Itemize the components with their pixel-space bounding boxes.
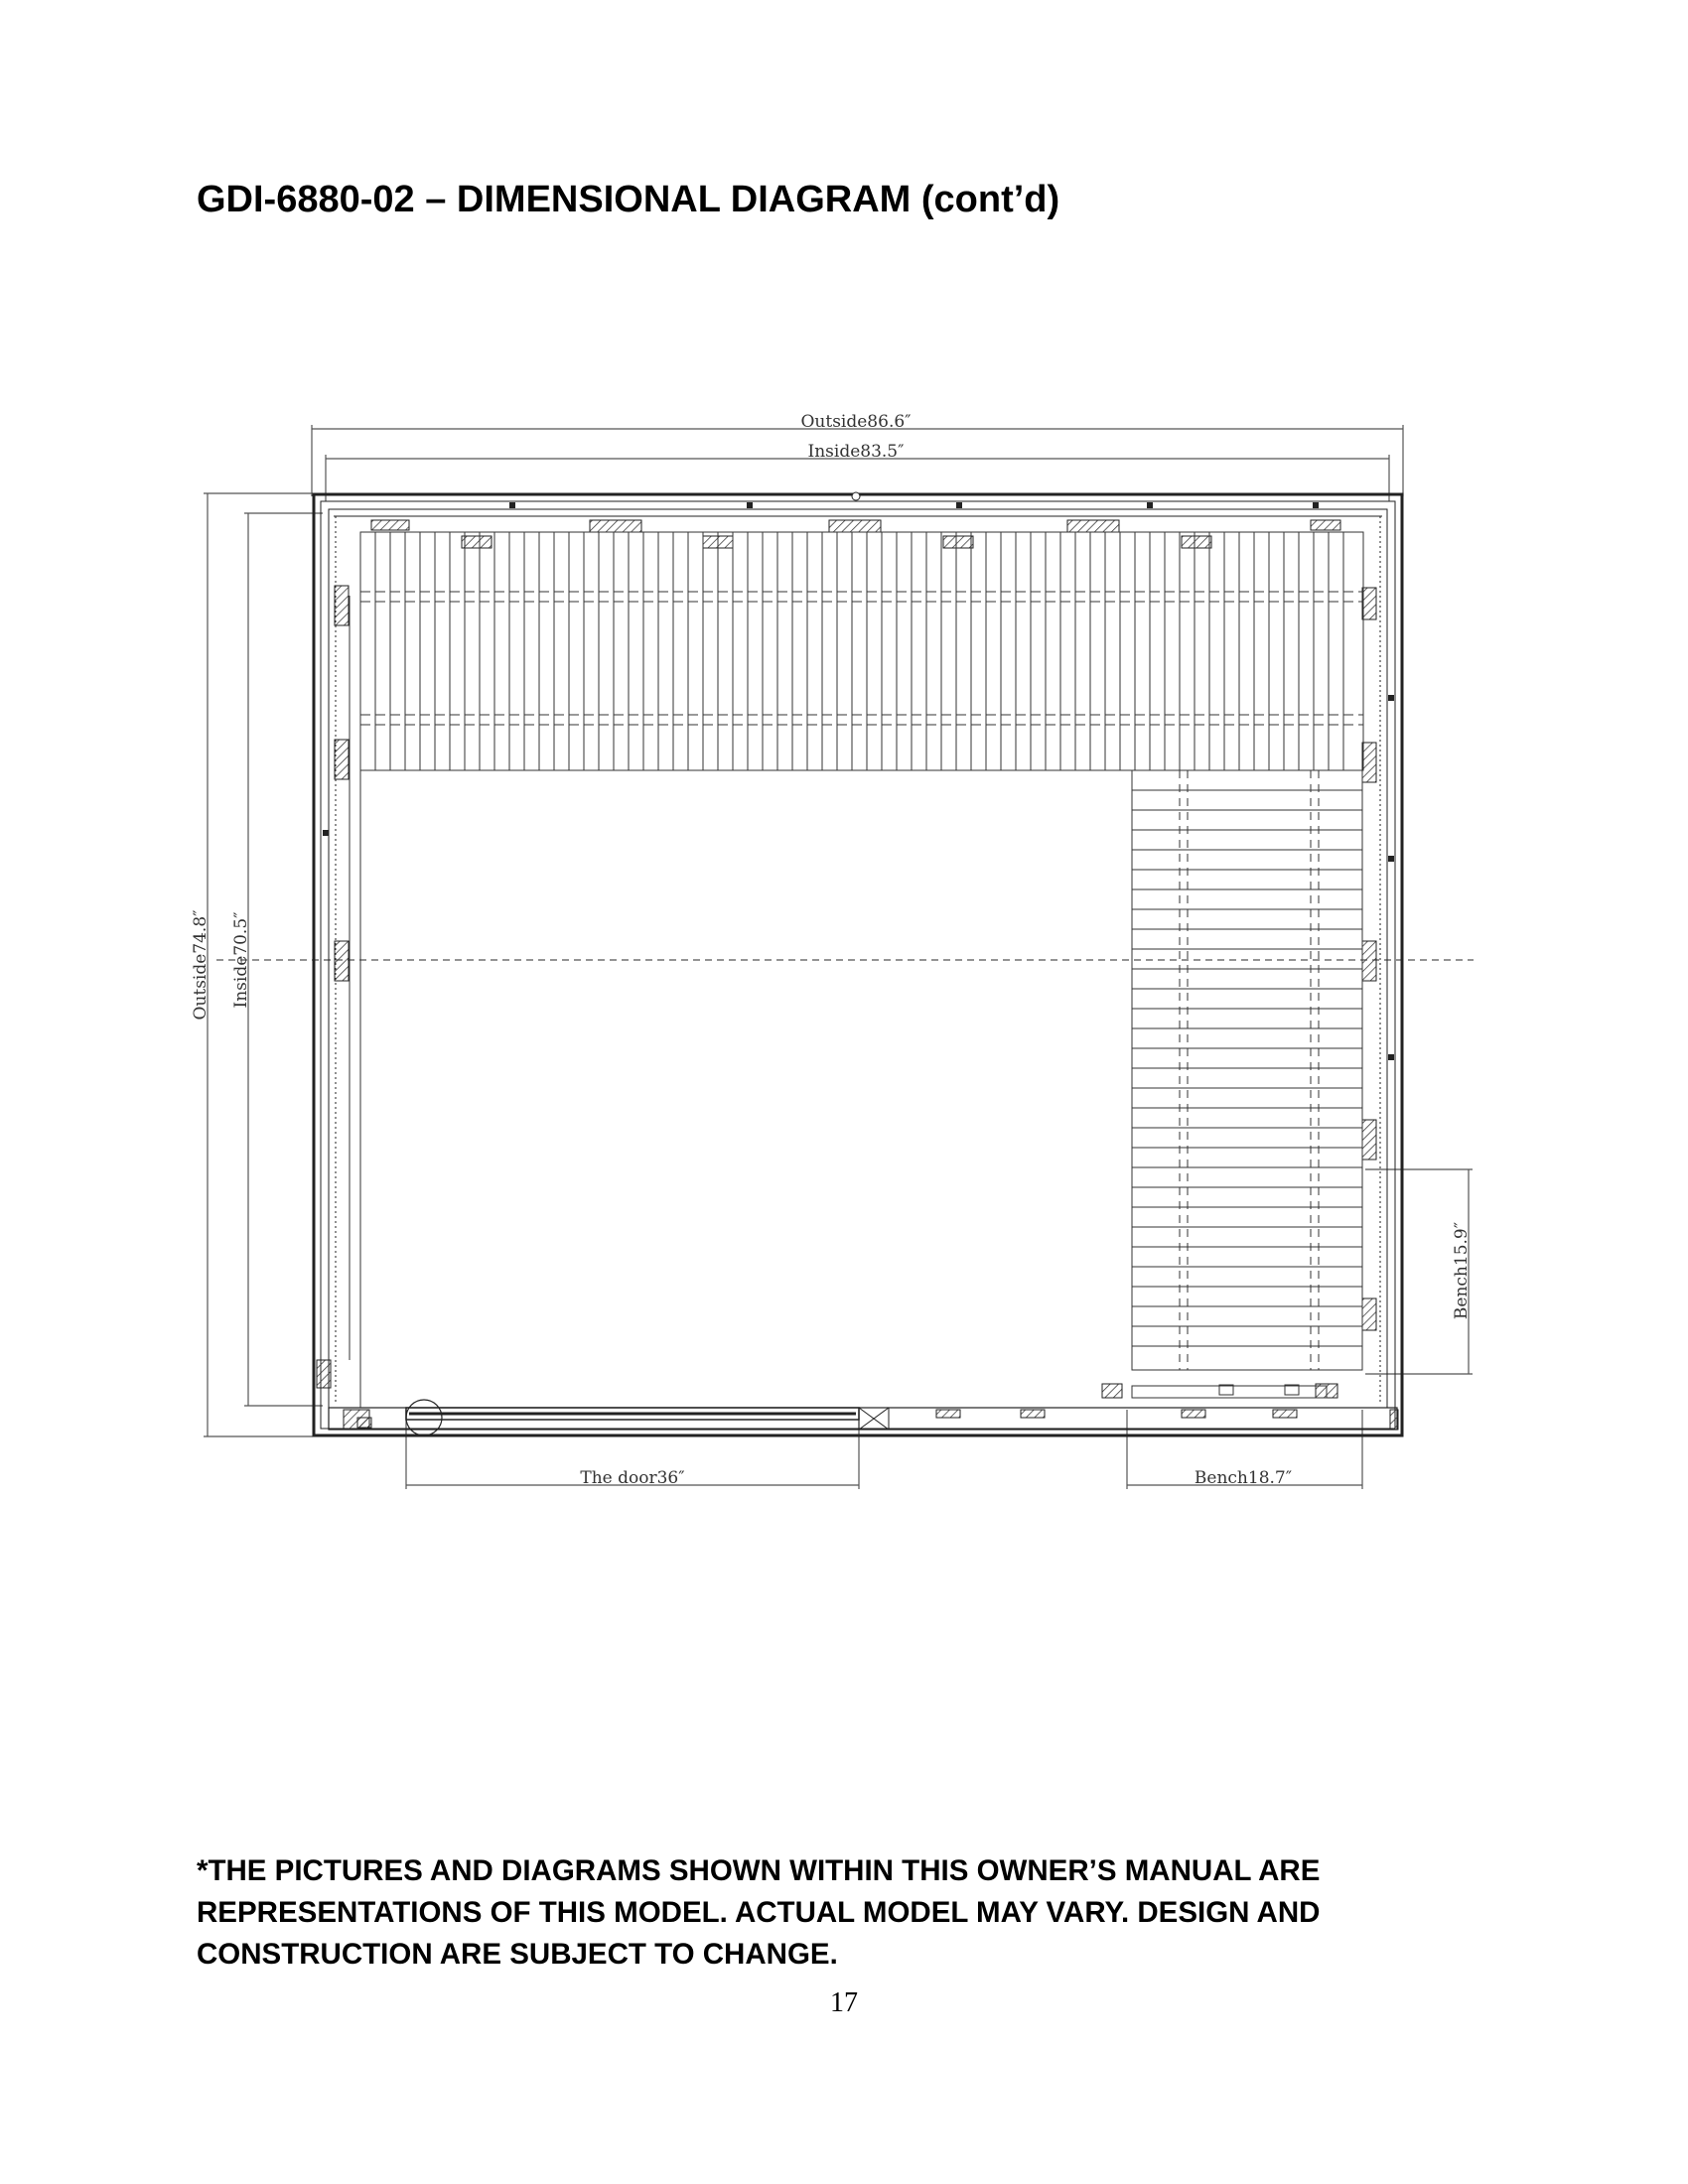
page-number: 17 [830, 1987, 858, 2018]
bench-width-label: Bench18.7″ [1194, 1468, 1293, 1488]
disclaimer-text: *THE PICTURES AND DIAGRAMS SHOWN WITHIN THIS OWNER’S MANUAL ARE REPRESENTATIONS OF THIS MODEL. ACTUAL MODEL MAY VARY. DESIGN AND CONSTRUCTION ARE SUBJECT TO CHANGE. [197, 1854, 1321, 1971]
dimension-lines [204, 425, 1474, 1489]
door-width-label: The door36″ [580, 1468, 685, 1488]
left-wall-panel [350, 596, 360, 1408]
upper-bench [360, 532, 1363, 770]
page-title: GDI-6880-02 – DIMENSIONAL DIAGRAM (cont’d) [197, 179, 1060, 220]
wall-posts [317, 520, 1398, 1430]
outside-depth-label: Outside74.8″ [191, 909, 211, 1021]
bench-front-rail [1132, 1385, 1327, 1398]
lower-bench [1132, 770, 1362, 1370]
vent-icon [852, 492, 860, 500]
bench-depth-label: Bench15.9″ [1452, 1221, 1472, 1320]
outside-width-label: Outside86.6″ [800, 412, 912, 432]
wall-fasteners [323, 502, 1394, 1060]
inside-width-label: Inside83.5″ [807, 442, 905, 462]
inside-depth-label: Inside70.5″ [231, 911, 251, 1009]
